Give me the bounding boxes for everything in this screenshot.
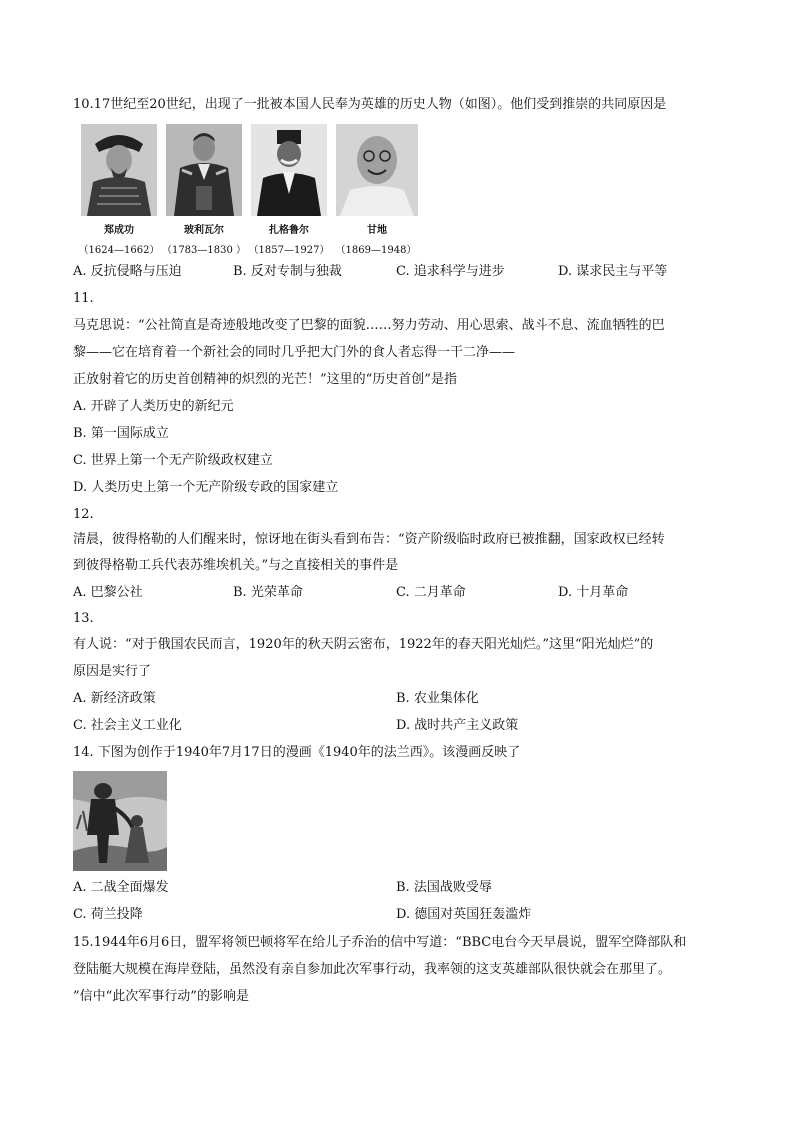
q15-stem-line1: 15.1944年6月6日，盟军将领巴顿将军在给儿子乔治的信中写道：“BBC电台今天早晨说，盟军空降部队和 [73,935,687,950]
q10-stem: 10.17世纪至20世纪，出现了一批被本国人民奉为英雄的历史人物（如图）。他们受到推崇的共同原因是 [73,97,667,112]
q13-option-b[interactable]: B. 农业集体化 [396,691,479,706]
q13-stem-line2: 原因是实行了 [73,664,152,679]
caption-gandhi: 甘地 [367,225,387,236]
q14-option-d[interactable]: D. 德国对英国狂轰滥炸 [396,907,532,922]
q13-option-a[interactable]: A. 新经济政策 [73,691,156,706]
q15-stem-line2: 登陆艇大规模在海岸登陆，虽然没有亲自参加此次军事行动，我率领的这支英雄部队很快就会在那里了。 [73,962,672,977]
dates-zheng-chenggong: （1624—1662） [78,245,160,256]
q13-stem-line1: 有人说：“对于俄国农民而言，1920年的秋天阴云密布，1922年的春天阳光灿烂。”这里“阳光灿烂”的 [73,637,654,652]
q15-stem-line3: ”信中“此次军事行动”的影响是 [73,989,249,1004]
q12-number: 12. [73,507,94,522]
q10-option-c[interactable]: C. 追求科学与进步 [396,264,505,279]
q11-number: 11. [73,291,94,306]
q12-option-b[interactable]: B. 光荣革命 [233,585,303,600]
q14-option-c[interactable]: C. 荷兰投降 [73,907,143,922]
q12-option-c[interactable]: C. 二月革命 [396,585,466,600]
q14-stem: 14. 下图为创作于1940年7月17日的漫画《1940年的法兰西》。该漫画反映了 [73,745,521,760]
q11-stem-line1: 马克思说：“公社简直是奇迹般地改变了巴黎的面貌……努力劳动、用心思索、战斗不息、流血牺牲的巴 [73,318,665,333]
q14-option-b[interactable]: B. 法国战败受辱 [396,880,492,895]
q10-option-d[interactable]: D. 谋求民主与平等 [558,264,668,279]
caption-zaghlul: 扎格鲁尔 [269,225,309,236]
q10-option-b[interactable]: B. 反对专制与独裁 [233,264,342,279]
q11-stem-line2: 黎——它在培育着一个新社会的同时几乎把大门外的食人者忘得一干二净—— [73,345,516,360]
q11-option-d[interactable]: D. 人类历史上第一个无产阶级专政的国家建立 [73,480,339,495]
q11-stem-line3: 正放射着它的历史首创精神的炽烈的光芒！”这里的“历史首创”是指 [73,372,457,387]
q13-option-d[interactable]: D. 战时共产主义政策 [396,718,519,733]
q12-option-d[interactable]: D. 十月革命 [558,585,629,600]
q14-option-a[interactable]: A. 二战全面爆发 [73,880,169,895]
q13-number: 13. [73,611,94,626]
caption-bolivar: 玻利瓦尔 [184,225,224,236]
q13-option-c[interactable]: C. 社会主义工业化 [73,718,182,733]
q11-option-b[interactable]: B. 第一国际成立 [73,426,169,441]
dates-gandhi: （1869—1948） [335,245,417,256]
q12-stem-line2: 到彼得格勒工兵代表苏维埃机关。”与之直接相关的事件是 [73,558,399,573]
q12-stem-line1: 清晨，彼得格勒的人们醒来时，惊讶地在街头看到布告：“资产阶级临时政府已被推翻，国家政权已经转 [73,532,665,547]
portrait-zaghlul [251,124,327,216]
portrait-gandhi [336,124,418,216]
q11-option-c[interactable]: C. 世界上第一个无产阶级政权建立 [73,453,273,468]
cartoon-france-1940 [73,771,167,871]
portrait-bolivar [166,124,242,216]
portrait-zheng-chenggong [81,124,157,216]
dates-zaghlul: （1857—1927） [248,245,330,256]
dates-bolivar: （1783—1830 ） [161,245,247,256]
q12-option-a[interactable]: A. 巴黎公社 [73,585,143,600]
q10-option-a[interactable]: A. 反抗侵略与压迫 [73,264,182,279]
q11-option-a[interactable]: A. 开辟了人类历史的新纪元 [73,399,234,414]
caption-zheng-chenggong: 郑成功 [104,225,134,236]
